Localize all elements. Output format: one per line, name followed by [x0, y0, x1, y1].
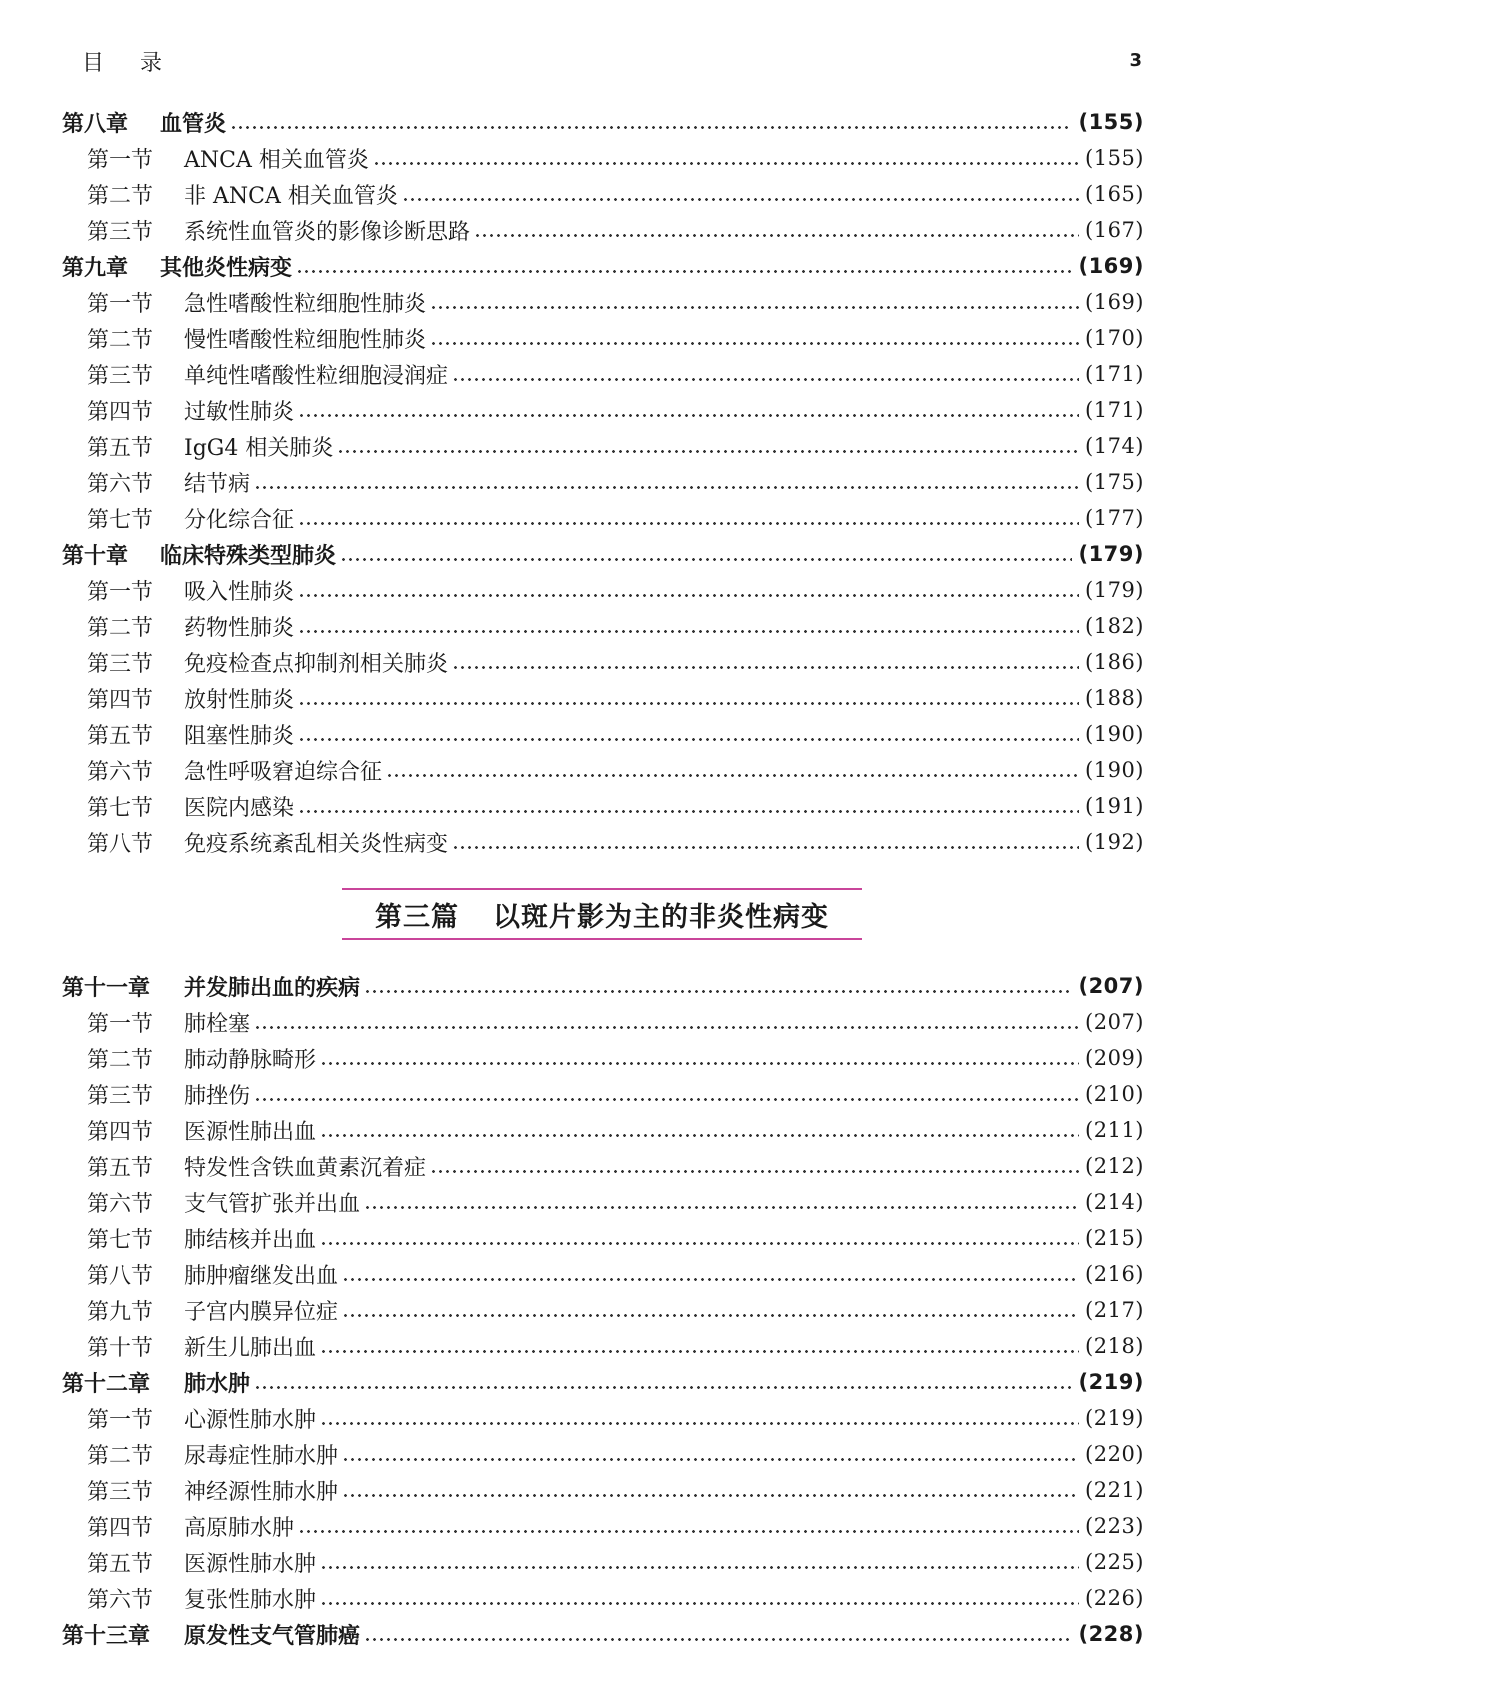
toc-entry-page: (171)	[1085, 398, 1144, 422]
toc-section-entry[interactable]	[62, 356, 1144, 392]
toc-entry-title: 尿毒症性肺水肿	[184, 1443, 339, 1469]
toc-entry-number: 第七节	[87, 795, 154, 821]
dot-leader	[452, 831, 1079, 853]
toc-entry-title: 新生儿肺出血	[184, 1335, 317, 1361]
toc-entry-page: (221)	[1085, 1478, 1144, 1502]
part-heading	[342, 888, 862, 940]
toc-chapter-entry[interactable]	[62, 1616, 1144, 1652]
dot-leader	[298, 579, 1079, 601]
toc-chapter-entry[interactable]	[62, 248, 1144, 284]
toc-entry-number: 第十二章	[62, 1371, 151, 1397]
dot-leader	[298, 687, 1079, 709]
toc-entry-page: (191)	[1085, 794, 1144, 818]
toc-entry-title: 高原肺水肿	[184, 1515, 295, 1541]
dot-leader	[320, 1335, 1079, 1357]
dot-leader	[474, 219, 1079, 241]
toc-entry-title: 分化综合征	[184, 507, 295, 533]
toc-entry-number: 第十章	[62, 543, 129, 569]
running-header-title: 目录	[82, 51, 199, 76]
toc-entry-number: 第三节	[87, 1083, 154, 1109]
part-number: 第三篇	[375, 901, 459, 933]
dot-leader	[320, 1047, 1079, 1069]
toc-entry-number: 第七节	[87, 507, 154, 533]
toc-entry-number: 第三节	[87, 363, 154, 389]
page-number: 3	[1129, 50, 1142, 71]
toc-entry-title: 阻塞性肺炎	[184, 723, 295, 749]
toc-section-entry[interactable]	[62, 1292, 1144, 1328]
toc-entry-number: 第六节	[87, 1587, 154, 1613]
toc-entry-page: (228)	[1078, 1622, 1144, 1646]
toc-entry-page: (212)	[1085, 1154, 1144, 1178]
toc-section-entry[interactable]	[62, 1184, 1144, 1220]
toc-section-entry[interactable]	[62, 1004, 1144, 1040]
dot-leader	[296, 255, 1072, 277]
dot-leader	[230, 111, 1072, 133]
dot-leader	[320, 1407, 1079, 1429]
toc-section-entry[interactable]	[62, 644, 1144, 680]
dot-leader	[452, 363, 1079, 385]
toc-entry-page: (190)	[1085, 758, 1144, 782]
toc-entry-title: 药物性肺炎	[184, 615, 295, 641]
toc-section-entry[interactable]	[62, 1436, 1144, 1472]
toc-entry-page: (188)	[1085, 686, 1144, 710]
dot-leader	[298, 723, 1079, 745]
toc-entry-page: (220)	[1085, 1442, 1144, 1466]
toc-section-entry[interactable]	[62, 392, 1144, 428]
toc-section-entry[interactable]	[62, 680, 1144, 716]
toc-section-entry[interactable]	[62, 608, 1144, 644]
dot-leader	[342, 1443, 1079, 1465]
toc-section-entry[interactable]	[62, 212, 1144, 248]
toc-entry-title: 支气管扩张并出血	[184, 1191, 361, 1217]
toc-section-entry[interactable]	[62, 1508, 1144, 1544]
toc-entry-number: 第十节	[87, 1335, 154, 1361]
toc-entry-page: (171)	[1085, 362, 1144, 386]
toc-section-entry[interactable]	[62, 572, 1144, 608]
toc-entry-page: (179)	[1078, 542, 1144, 566]
toc-section-entry[interactable]	[62, 1400, 1144, 1436]
toc-entry-page: (174)	[1085, 434, 1144, 458]
toc-entry-page: (170)	[1085, 326, 1144, 350]
toc-list-lower	[62, 968, 1144, 1652]
dot-leader	[342, 1299, 1079, 1321]
toc-entry-page: (182)	[1085, 614, 1144, 638]
toc-entry-title: 急性呼吸窘迫综合征	[184, 759, 383, 785]
toc-entry-number: 第三节	[87, 651, 154, 677]
toc-entry-number: 第三节	[87, 219, 154, 245]
toc-entry-number: 第二节	[87, 183, 154, 209]
toc-section-entry[interactable]	[62, 1256, 1144, 1292]
dot-leader	[342, 1479, 1079, 1501]
toc-section-entry[interactable]	[62, 1040, 1144, 1076]
toc-entry-page: (219)	[1085, 1406, 1144, 1430]
toc-entry-number: 第七节	[87, 1227, 154, 1253]
toc-entry-page: (207)	[1085, 1010, 1144, 1034]
dot-leader	[254, 1083, 1079, 1105]
toc-entry-title: ANCA 相关血管炎	[184, 147, 369, 173]
toc-entry-title: 非 ANCA 相关血管炎	[184, 183, 398, 209]
toc-entry-title: 肺栓塞	[184, 1011, 251, 1037]
toc-section-entry[interactable]	[62, 320, 1144, 356]
dot-leader	[452, 651, 1079, 673]
toc-chapter-entry[interactable]	[62, 104, 1144, 140]
toc-entry-number: 第三节	[87, 1479, 154, 1505]
toc-section-entry[interactable]	[62, 1544, 1144, 1580]
toc-entry-page: (192)	[1085, 830, 1144, 854]
toc-entry-number: 第五节	[87, 435, 154, 461]
toc-entry-title: 慢性嗜酸性粒细胞性肺炎	[184, 327, 427, 353]
toc-entry-title: 肺挫伤	[184, 1083, 251, 1109]
toc-section-entry[interactable]	[62, 716, 1144, 752]
toc-section-entry[interactable]	[62, 1148, 1144, 1184]
toc-section-entry[interactable]	[62, 284, 1144, 320]
dot-leader	[430, 291, 1079, 313]
toc-entry-title: 免疫系统紊乱相关炎性病变	[184, 831, 449, 857]
toc-section-entry[interactable]	[62, 464, 1144, 500]
toc-section-entry[interactable]	[62, 1328, 1144, 1364]
toc-entry-number: 第二节	[87, 1443, 154, 1469]
toc-entry-page: (179)	[1085, 578, 1144, 602]
toc-entry-title: 复张性肺水肿	[184, 1587, 317, 1613]
toc-entry-page: (215)	[1085, 1226, 1144, 1250]
toc-entry-title: 医院内感染	[184, 795, 295, 821]
toc-entry-title: 心源性肺水肿	[184, 1407, 317, 1433]
toc-section-entry[interactable]	[62, 1112, 1144, 1148]
toc-entry-page: (210)	[1085, 1082, 1144, 1106]
toc-entry-title: 放射性肺炎	[184, 687, 295, 713]
toc-entry-page: (167)	[1085, 218, 1144, 242]
toc-entry-title: 神经源性肺水肿	[184, 1479, 339, 1505]
toc-entry-title: 子宫内膜异位症	[184, 1299, 339, 1325]
part-title: 以斑片影为主的非炎性病变	[493, 901, 829, 933]
toc-entry-page: (217)	[1085, 1298, 1144, 1322]
toc-entry-number: 第八章	[62, 111, 129, 137]
toc-chapter-entry[interactable]	[62, 536, 1144, 572]
toc-entry-title: IgG4 相关肺炎	[184, 435, 334, 461]
toc-entry-number: 第十三章	[62, 1623, 151, 1649]
toc-entry-page: (190)	[1085, 722, 1144, 746]
toc-list-upper	[62, 104, 1144, 860]
toc-entry-title: 过敏性肺炎	[184, 399, 295, 425]
toc-entry-number: 第五节	[87, 1551, 154, 1577]
dot-leader	[298, 795, 1079, 817]
dot-leader	[337, 435, 1079, 457]
toc-entry-page: (214)	[1085, 1190, 1144, 1214]
toc-entry-number: 第五节	[87, 1155, 154, 1181]
toc-entry-number: 第二节	[87, 327, 154, 353]
toc-section-entry[interactable]	[62, 140, 1144, 176]
toc-entry-title: 肺水肿	[184, 1371, 251, 1397]
toc-entry-title: 免疫检查点抑制剂相关肺炎	[184, 651, 449, 677]
toc-entry-number: 第一节	[87, 1407, 154, 1433]
toc-entry-number: 第一节	[87, 579, 154, 605]
toc-entry-title: 医源性肺出血	[184, 1119, 317, 1145]
toc-entry-page: (211)	[1085, 1118, 1144, 1142]
toc-entry-title: 急性嗜酸性粒细胞性肺炎	[184, 291, 427, 317]
dot-leader	[298, 507, 1079, 529]
toc-entry-title: 肺结核并出血	[184, 1227, 317, 1253]
toc-entry-title: 系统性血管炎的影像诊断思路	[184, 219, 471, 245]
dot-leader	[364, 1623, 1072, 1645]
dot-leader	[386, 759, 1079, 781]
toc-section-entry[interactable]	[62, 1220, 1144, 1256]
toc-entry-number: 第四节	[87, 687, 154, 713]
toc-entry-page: (216)	[1085, 1262, 1144, 1286]
dot-leader	[320, 1587, 1079, 1609]
toc-entry-number: 第十一章	[62, 975, 151, 1001]
toc-entry-number: 第四节	[87, 399, 154, 425]
dot-leader	[320, 1551, 1079, 1573]
dot-leader	[298, 615, 1079, 637]
toc-entry-page: (169)	[1078, 254, 1144, 278]
dot-leader	[298, 1515, 1079, 1537]
toc-section-entry[interactable]	[62, 1472, 1144, 1508]
toc-section-entry[interactable]	[62, 176, 1144, 212]
toc-entry-number: 第九节	[87, 1299, 154, 1325]
toc-entry-page: (186)	[1085, 650, 1144, 674]
toc-section-entry[interactable]	[62, 500, 1144, 536]
toc-chapter-entry[interactable]	[62, 968, 1144, 1004]
toc-entry-page: (155)	[1078, 110, 1144, 134]
dot-leader	[254, 1011, 1079, 1033]
dot-leader	[320, 1227, 1079, 1249]
toc-entry-page: (209)	[1085, 1046, 1144, 1070]
page-header	[62, 40, 1142, 80]
toc-entry-title: 结节病	[184, 471, 251, 497]
toc-entry-title: 并发肺出血的疾病	[184, 975, 361, 1001]
dot-leader	[342, 1263, 1079, 1285]
toc-entry-title: 临床特殊类型肺炎	[160, 543, 337, 569]
toc-section-entry[interactable]	[62, 788, 1144, 824]
toc-entry-title: 其他炎性病变	[160, 255, 293, 281]
toc-section-entry[interactable]	[62, 824, 1144, 860]
dot-leader	[430, 1155, 1079, 1177]
dot-leader	[298, 399, 1079, 421]
toc-entry-number: 第二节	[87, 615, 154, 641]
toc-entry-number: 第六节	[87, 1191, 154, 1217]
toc-entry-page: (177)	[1085, 506, 1144, 530]
dot-leader	[430, 327, 1079, 349]
toc-entry-page: (169)	[1085, 290, 1144, 314]
toc-entry-number: 第八节	[87, 1263, 154, 1289]
toc-entry-title: 血管炎	[160, 111, 227, 137]
dot-leader	[364, 1191, 1079, 1213]
toc-entry-page: (155)	[1085, 146, 1144, 170]
dot-leader	[254, 471, 1079, 493]
toc-entry-number: 第四节	[87, 1119, 154, 1145]
toc-entry-page: (207)	[1078, 974, 1144, 998]
toc-entry-page: (165)	[1085, 182, 1144, 206]
toc-entry-title: 肺动静脉畸形	[184, 1047, 317, 1073]
dot-leader	[364, 975, 1072, 997]
toc-entry-number: 第六节	[87, 471, 154, 497]
toc-entry-number: 第一节	[87, 147, 154, 173]
toc-entry-page: (218)	[1085, 1334, 1144, 1358]
toc-entry-page: (175)	[1085, 470, 1144, 494]
toc-entry-number: 第一节	[87, 291, 154, 317]
toc-entry-number: 第六节	[87, 759, 154, 785]
dot-leader	[373, 147, 1079, 169]
dot-leader	[340, 543, 1072, 565]
toc-entry-title: 特发性含铁血黄素沉着症	[184, 1155, 427, 1181]
toc-section-entry[interactable]	[62, 1580, 1144, 1616]
toc-entry-number: 第二节	[87, 1047, 154, 1073]
toc-entry-number: 第一节	[87, 1011, 154, 1037]
toc-entry-number: 第八节	[87, 831, 154, 857]
toc-entry-title: 医源性肺水肿	[184, 1551, 317, 1577]
toc-entry-number: 第四节	[87, 1515, 154, 1541]
toc-entry-title: 单纯性嗜酸性粒细胞浸润症	[184, 363, 449, 389]
toc-entry-page: (219)	[1078, 1370, 1144, 1394]
dot-leader	[254, 1371, 1072, 1393]
toc-entry-title: 原发性支气管肺癌	[184, 1623, 361, 1649]
toc-entry-page: (226)	[1085, 1586, 1144, 1610]
toc-entry-page: (223)	[1085, 1514, 1144, 1538]
toc-section-entry[interactable]	[62, 1076, 1144, 1112]
toc-entry-title: 肺肿瘤继发出血	[184, 1263, 339, 1289]
toc-section-entry[interactable]	[62, 752, 1144, 788]
dot-leader	[320, 1119, 1079, 1141]
toc-entry-number: 第九章	[62, 255, 129, 281]
toc-entry-page: (225)	[1085, 1550, 1144, 1574]
dot-leader	[402, 183, 1079, 205]
toc-chapter-entry[interactable]	[62, 1364, 1144, 1400]
toc-entry-number: 第五节	[87, 723, 154, 749]
toc-section-entry[interactable]	[62, 428, 1144, 464]
toc-entry-title: 吸入性肺炎	[184, 579, 295, 605]
